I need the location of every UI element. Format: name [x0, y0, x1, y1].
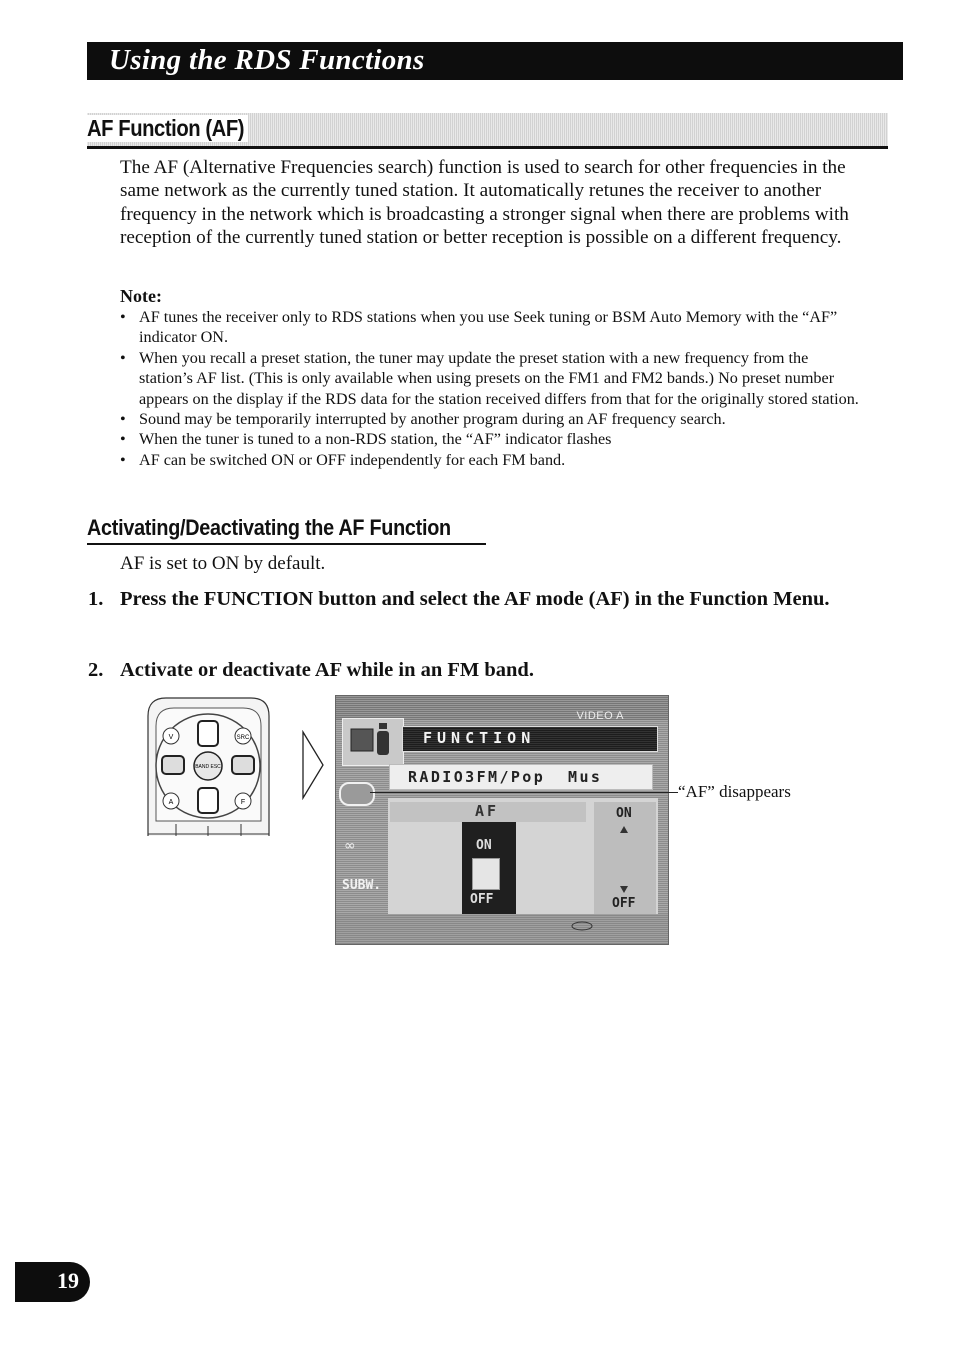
step-text: Activate or deactivate AF while in an FM band.	[120, 659, 534, 681]
remote-label-band: BAND ESC	[195, 764, 221, 770]
chapter-banner	[87, 42, 903, 80]
note-item: • AF tunes the receiver only to RDS stations when you use Seek tuning or BSM Auto Memory with the “AF” indicator ON.	[120, 307, 865, 348]
default-note: AF is set to ON by default.	[120, 553, 326, 574]
note-item: • Sound may be temporarily interrupted by another program during an AF frequency search.	[120, 409, 865, 429]
remote-label-a: A	[168, 799, 174, 806]
af-switch-off: OFF	[470, 892, 494, 907]
intro-paragraph: The AF (Alternative Frequencies search) function is used to search for other frequencies in the same network as the currently tuned station. It automatically retunes the receiver to another frequency in the network which is broadcasting a stronger signal when there are problems with reception of the currently tuned station or better reception is possible on a different frequency.	[120, 157, 849, 249]
remote-control-illustration	[146, 696, 271, 836]
scale-on-label: ON	[616, 806, 632, 821]
section-heading	[87, 113, 888, 149]
af-switch-on: ON	[476, 838, 492, 853]
af-switch-knob[interactable]	[472, 858, 500, 890]
loop-icon: ∞	[344, 838, 356, 854]
up-arrow-icon[interactable]	[620, 826, 628, 833]
remote-drawing	[146, 696, 271, 836]
subsection-title: Activating/Deactivating the AF Function	[87, 515, 451, 540]
down-arrow-icon[interactable]	[620, 886, 628, 893]
display-screen	[335, 695, 669, 945]
note-item: • AF can be switched ON or OFF independently for each FM band.	[120, 450, 865, 470]
scale-off-label: OFF	[612, 896, 636, 911]
page-number-tab	[15, 1262, 90, 1302]
af-switch-column[interactable]	[462, 822, 516, 914]
callout-text: “AF” disappears	[678, 782, 791, 801]
step-number: 2.	[88, 659, 104, 681]
note-item: • When the tuner is tuned to a non-RDS station, the “AF” indicator flashes	[120, 429, 865, 449]
note-label: Note:	[120, 286, 162, 306]
af-panel	[388, 798, 658, 914]
on-off-scale	[594, 802, 656, 914]
af-label: AF	[475, 802, 500, 820]
video-source-label: VIDEO A	[576, 710, 624, 722]
af-indicator	[339, 782, 375, 806]
note-item: • When you recall a preset station, the tuner may update the preset station with a new frequency from the station’s AF list. (This is only available when using presets on the FM1 and FM2 bands.) No preset number appears on the display if the RDS data for the station received differs from that for the originally stored station.	[120, 348, 865, 409]
arrow-right-icon	[300, 730, 326, 800]
af-row[interactable]	[390, 802, 586, 822]
function-icon	[342, 718, 404, 766]
remote-label-src: SRC	[236, 735, 250, 741]
screen-bottom-bar	[336, 914, 668, 944]
chapter-title: Using the RDS Functions	[109, 44, 425, 76]
car-icon	[336, 914, 668, 944]
step-number: 1.	[88, 588, 104, 610]
page-number: 19	[57, 1268, 79, 1293]
station-bar	[389, 764, 653, 790]
remote-label-v: V	[168, 734, 174, 741]
callout-line	[370, 792, 678, 793]
section-title: AF Function (AF)	[87, 115, 248, 142]
station-name: RADIO3FM/Pop Mus	[408, 768, 603, 786]
function-title: FUNCTION	[423, 729, 536, 747]
function-title-bar	[402, 726, 658, 752]
subsection-rule	[87, 543, 486, 545]
notes-list	[120, 307, 865, 470]
step-text: Press the FUNCTION button and select the AF mode (AF) in the Function Menu.	[120, 588, 830, 610]
subwoofer-label: SUBW.	[342, 878, 382, 893]
remote-label-f: F	[240, 799, 246, 806]
